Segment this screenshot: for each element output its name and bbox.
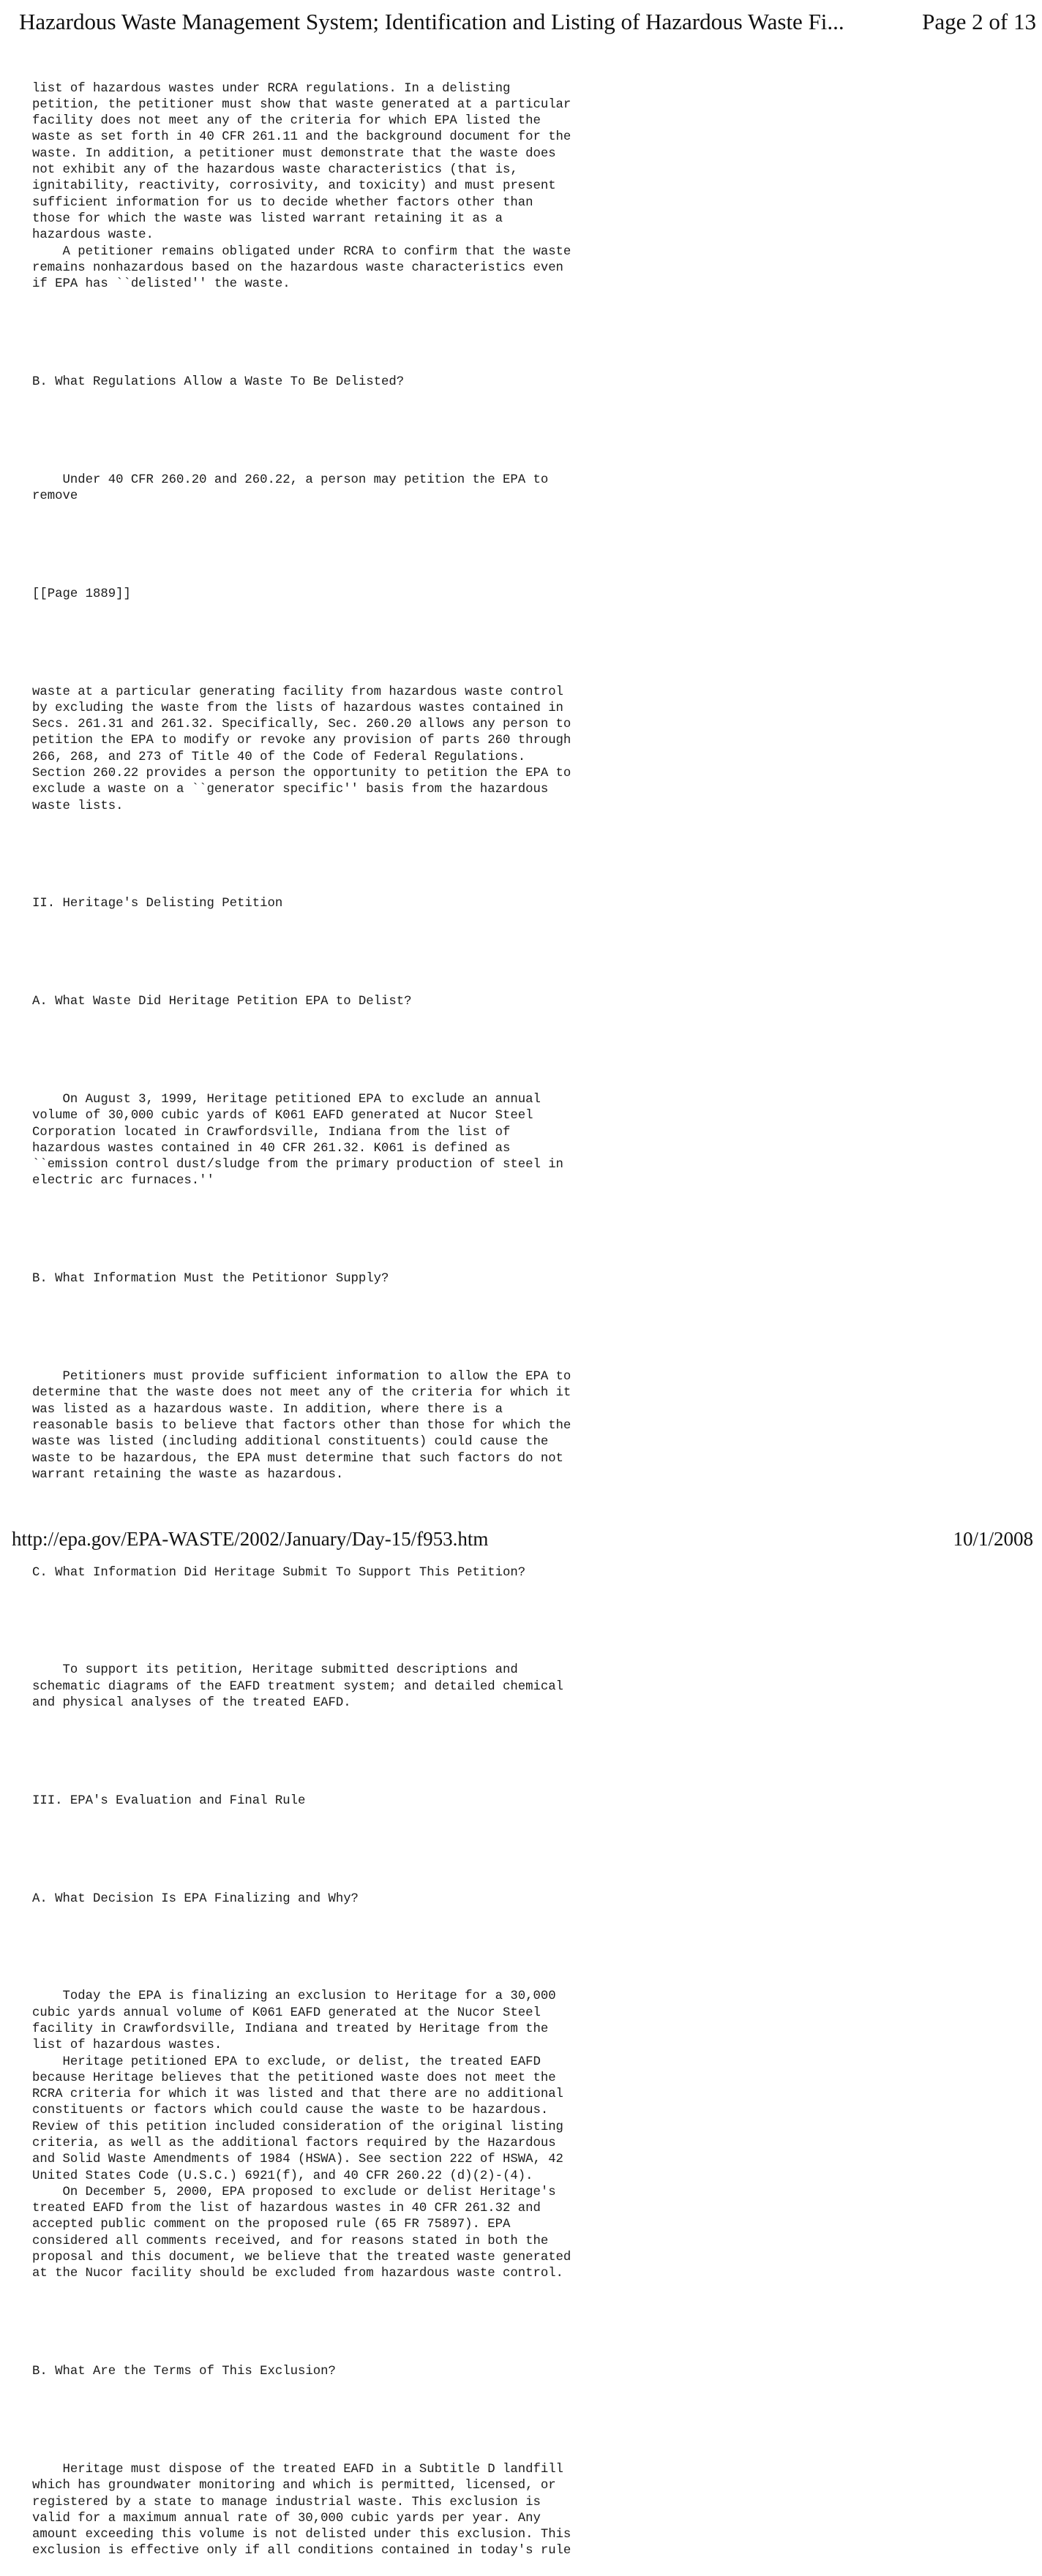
section-heading-ii: II. Heritage's Delisting Petition bbox=[32, 897, 283, 911]
page-number: Page 2 of 13 bbox=[922, 9, 1036, 34]
paragraph-ii-b: Petitioners must provide sufficient information to allow the EPA to determine that the waste does not meet any of the criteria for which it was listed as a hazardous waste. In addition, where there is a reasonable basis to believe that factors other than those for which the waste was listed (including additional constituents) could cause the waste to be hazardous, the EPA must determine that such factors do not warrant retaining the waste as hazardous. bbox=[32, 1370, 571, 1482]
intro-paragraph: list of hazardous wastes under RCRA regulations. In a delisting petition, the petitioner must show that waste generated at a particular facility does not meet any of the criteria for which EPA listed the waste as set forth in 40 CFR 261.11 and the background document for the waste. In addition, a petitioner must demonstrate that the waste does not exhibit any of the hazardous waste characteristics (that is, ignitability, reactivity, corrosivity, and toxicity) and must present sufficient information for us to decide whether factors other than those for which the waste was listed warrant retaining it as a hazardous waste. A petitioner remains obligated under RCRA to confirm that the waste remains nonhazardous based on the hazardous waste characteristics even if EPA has ``delisted'' the waste. bbox=[32, 81, 571, 292]
print-date: 10/1/2008 bbox=[953, 1527, 1033, 1550]
section-heading-iii-a: A. What Decision Is EPA Finalizing and Why? bbox=[32, 1891, 359, 1906]
paragraph-iii-b: Heritage must dispose of the treated EAFD in a Subtitle D landfill which has groundwater monitoring and which is permitted, licensed, or registered by a state to manage industrial waste. This exclusion is valid for a maximum annual rate of 30,000 cubic yards per year. Any amount exceeding this volume is not delisted under this exclusion. This exclusion is effective only if all conditions contained in today's rule bbox=[32, 2462, 571, 2558]
section-heading-iii: III. EPA's Evaluation and Final Rule bbox=[32, 1793, 306, 1808]
document-body bbox=[32, 48, 676, 2576]
page-marker: [[Page 1889]] bbox=[32, 587, 131, 601]
paragraph-ii-c: To support its petition, Heritage submitted descriptions and schematic diagrams of the EAFD treatment system; and detailed chemical and physical analyses of the treated EAFD. bbox=[32, 1663, 563, 1710]
page-header bbox=[19, 3, 1036, 41]
paragraph-ii-a: On August 3, 1999, Heritage petitioned EPA to exclude an annual volume of 30,000 cubic yards of K061 EAFD generated at Nucor Steel Corporation located in Crawfordsville, Indiana from the list of hazardous wastes contained in 40 CFR 261.32. K061 is defined as ``emission control dust/sludge from the primary production of steel in electric arc furnaces.'' bbox=[32, 1093, 563, 1189]
paragraph-iii-a: Today the EPA is finalizing an exclusion to Heritage for a 30,000 cubic yards annual volume of K061 EAFD generated at the Nucor Steel facility in Crawfordsville, Indiana and treated by Heritage from the list of hazardous wastes. Heritage petitioned EPA to exclude, or delist, the treated EAFD because Heritage believes that the petitioned waste does not meet the RCRA criteria for which it was listed and that there are no additional constituents or factors which could cause the waste to be hazardous. Review of this petition included consideration of the original listing criteria, as well as the additional factors required by the Hazardous and Solid Waste Amendments of 1984 (HSWA). See section 222 of HSWA, 42 United States Code (U.S.C.) 6921(f), and 40 CFR 260.22 (d)(2)-(4). On December 5, 2000, EPA proposed to exclude or delist Heritage's treated EAFD from the list of hazardous wastes in 40 CFR 261.32 and accepted public comment on the proposed rule (65 FR 75897). EPA considered all comments received, and for reasons stated in both the proposal and this document, we believe that the treated waste generated at the Nucor facility should be excluded from hazardous waste control. bbox=[32, 1989, 571, 2281]
section-heading-ii-a: A. What Waste Did Heritage Petition EPA to Delist? bbox=[32, 995, 412, 1009]
section-heading-iii-b: B. What Are the Terms of This Exclusion? bbox=[32, 2365, 336, 2379]
paragraph-regulations-continued: waste at a particular generating facility from hazardous waste control by excluding the waste from the lists of hazardous wastes contained in Secs. 261.31 and 261.32. Specifically, Sec. 260.20 allows any person to petition the EPA to modify or revoke any provision of parts 260 through 266, 268, and 273 of Title 40 of the Code of Federal Regulations. Section 260.22 provides a person the opportunity to petition the EPA to exclude a waste on a ``generator specific'' basis from the hazardous waste lists. bbox=[32, 685, 571, 813]
source-url-link[interactable]: http://epa.gov/EPA-WASTE/2002/January/Day-15/f953.htm bbox=[12, 1527, 489, 1550]
document-title: Hazardous Waste Management System; Identification and Listing of Hazardous Waste Fi... bbox=[19, 9, 844, 34]
paragraph-regulations-start: Under 40 CFR 260.20 and 260.22, a person may petition the EPA to remove bbox=[32, 472, 549, 504]
section-heading-ii-b: B. What Information Must the Petitionor Supply? bbox=[32, 1272, 389, 1287]
section-heading-b-regulations: B. What Regulations Allow a Waste To Be Delisted? bbox=[32, 374, 405, 389]
section-heading-ii-c: C. What Information Did Heritage Submit To Support This Petition? bbox=[32, 1565, 526, 1580]
page-footer bbox=[12, 1524, 1033, 1553]
